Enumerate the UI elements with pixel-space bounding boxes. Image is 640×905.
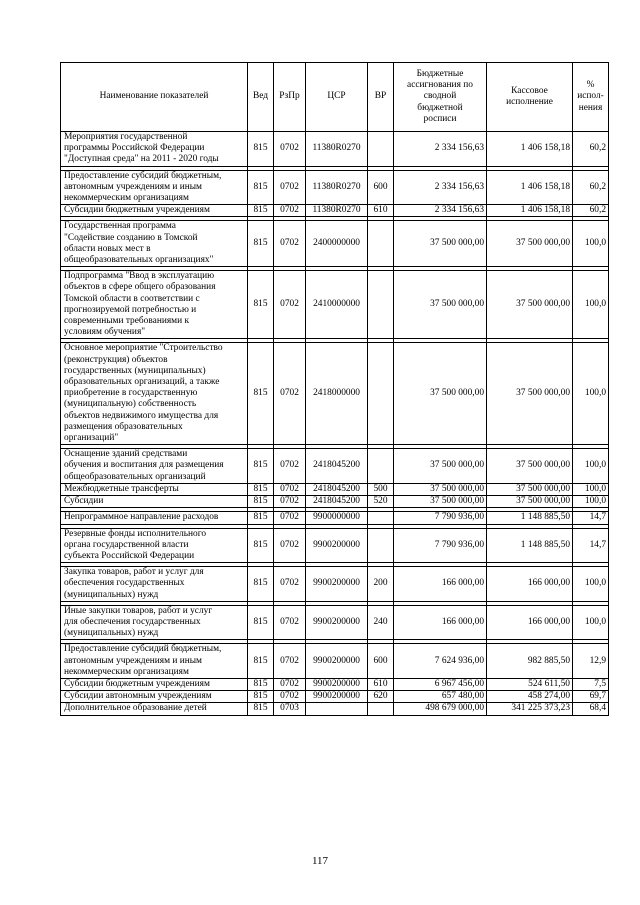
cell-name-line: (муниципальных) нужд (64, 589, 159, 600)
cell-cash: 166 000,00 (487, 605, 573, 640)
cell-name-line: Субсидии автономным учреждениям (64, 691, 212, 702)
cell-vr: 600 (368, 170, 394, 205)
cell-name-line: Дополнительное образование детей (64, 703, 207, 714)
cell-vr (368, 343, 394, 445)
cell-rzpr: 0702 (274, 205, 306, 217)
cell-name (61, 271, 248, 339)
cell-name-line: условиям обучения" (64, 327, 146, 338)
cell-csr: 9900200000 (306, 528, 368, 563)
cell-vr (368, 132, 394, 167)
cell-budget: 7 790 936,00 (394, 528, 487, 563)
cell-name-line: Иные закупки товаров, работ и услуг (64, 605, 213, 616)
cell-cash: 37 500 000,00 (487, 343, 573, 445)
cell-name (61, 449, 248, 484)
cell-name (61, 691, 248, 703)
cell-budget: 6 967 456,00 (394, 678, 487, 690)
header-cash-line: исполнение (506, 97, 553, 107)
cell-name-line: организаций" (64, 433, 119, 444)
header-budget-line: сводной (423, 91, 457, 102)
cell-name-line: Мероприятия государственной (64, 132, 188, 142)
cell-name (61, 605, 248, 640)
cell-cash: 1 148 885,50 (487, 512, 573, 524)
cell-name-line: Резервные фонды исполнительного (64, 528, 207, 539)
table-row (61, 512, 609, 524)
cell-ved: 815 (248, 170, 274, 205)
cell-name (61, 205, 248, 217)
cell-name-line: Предоставление субсидий бюджетным, (64, 644, 222, 655)
cell-ved: 815 (248, 605, 274, 640)
cell-rzpr: 0702 (274, 567, 306, 602)
cell-name-line: области новых мест в (64, 243, 151, 254)
cell-ved: 815 (248, 449, 274, 484)
cell-csr: 2418045200 (306, 496, 368, 508)
table-row (61, 605, 609, 640)
table-row (61, 343, 609, 445)
cell-budget: 7 790 936,00 (394, 512, 487, 524)
cell-name-line: Томской области в соответствии с (64, 293, 200, 304)
cell-csr: 9900200000 (306, 691, 368, 703)
cell-csr: 2418045200 (306, 483, 368, 495)
cell-name (61, 678, 248, 690)
cell-name-line: (муниципальную) собственность (64, 399, 197, 410)
cell-name (61, 496, 248, 508)
cell-name-line: "Доступная среда" на 2011 - 2020 годы (64, 154, 219, 165)
header-pct (573, 63, 609, 132)
cell-budget: 37 500 000,00 (394, 343, 487, 445)
header-name: Наименование показателей (61, 63, 248, 132)
cell-name-line: (реконструкция) объектов (64, 354, 168, 365)
cell-cash: 37 500 000,00 (487, 483, 573, 495)
cell-name (61, 703, 248, 715)
table-row (61, 567, 609, 602)
cell-rzpr: 0702 (274, 496, 306, 508)
cell-name-line: (муниципальных) нужд (64, 628, 159, 639)
cell-vr: 500 (368, 483, 394, 495)
cell-rzpr: 0702 (274, 691, 306, 703)
cell-pct: 100,0 (573, 567, 609, 602)
cell-rzpr: 0702 (274, 644, 306, 679)
table-body (61, 132, 609, 716)
cell-vr: 620 (368, 691, 394, 703)
cell-csr: 11380R0270 (306, 170, 368, 205)
cell-ved: 815 (248, 567, 274, 602)
cell-ved: 815 (248, 512, 274, 524)
cell-name-line: образовательных организаций, а также (64, 377, 220, 388)
cell-cash: 37 500 000,00 (487, 221, 573, 267)
header-budget-line: ассигнования по (407, 80, 473, 91)
cell-name-line: Субсидии бюджетным учреждениям (64, 678, 210, 689)
cell-rzpr: 0702 (274, 483, 306, 495)
cell-vr (368, 703, 394, 715)
cell-rzpr: 0703 (274, 703, 306, 715)
cell-csr: 9900200000 (306, 567, 368, 602)
header-ved: Вед (248, 63, 274, 132)
cell-ved: 815 (248, 496, 274, 508)
cell-cash: 37 500 000,00 (487, 271, 573, 339)
cell-name-line: общеобразовательных организациях" (64, 255, 214, 266)
cell-budget: 37 500 000,00 (394, 271, 487, 339)
cell-name-line: прогнозируемой потребностью и (64, 304, 197, 315)
cell-csr: 2418045200 (306, 449, 368, 484)
budget-execution-table (60, 62, 609, 716)
cell-name (61, 528, 248, 563)
table-row (61, 703, 609, 715)
cell-name-line: для обеспечения государственных (64, 616, 201, 627)
header-pct-line: нения (578, 102, 603, 113)
cell-pct: 14,7 (573, 512, 609, 524)
table-row (61, 483, 609, 495)
cell-csr (306, 703, 368, 715)
cell-budget: 37 500 000,00 (394, 221, 487, 267)
cell-vr: 610 (368, 205, 394, 217)
cell-ved: 815 (248, 691, 274, 703)
cell-name (61, 644, 248, 679)
header-cash (487, 63, 573, 132)
cell-rzpr: 0702 (274, 605, 306, 640)
cell-budget: 2 334 156,63 (394, 205, 487, 217)
table-row (61, 644, 609, 679)
cell-cash: 37 500 000,00 (487, 496, 573, 508)
header-pct-line: испол- (577, 91, 604, 102)
cell-name-line: общеобразовательных организаций (64, 471, 206, 482)
cell-pct: 100,0 (573, 496, 609, 508)
cell-pct: 60,2 (573, 205, 609, 217)
cell-name-line: Субсидии бюджетным учреждениям (64, 205, 210, 216)
cell-name-line: Предоставление субсидий бюджетным, (64, 170, 222, 181)
cell-cash: 982 885,50 (487, 644, 573, 679)
cell-ved: 815 (248, 483, 274, 495)
table-row (61, 678, 609, 690)
table-header (61, 63, 609, 132)
cell-name-line: размещения образовательных (64, 421, 183, 432)
cell-pct: 7,5 (573, 678, 609, 690)
cell-pct: 60,2 (573, 132, 609, 167)
cell-rzpr: 0702 (274, 528, 306, 563)
cell-name-line: субъекта Российской Федерации (64, 550, 195, 561)
cell-rzpr: 0702 (274, 678, 306, 690)
cell-pct: 12,9 (573, 644, 609, 679)
cell-pct: 100,0 (573, 483, 609, 495)
table-row (61, 496, 609, 508)
cell-pct: 100,0 (573, 221, 609, 267)
header-budget-line: росписи (423, 113, 457, 124)
cell-pct: 69,7 (573, 691, 609, 703)
cell-name (61, 567, 248, 602)
cell-cash: 341 225 373,23 (487, 703, 573, 715)
cell-csr: 9900200000 (306, 605, 368, 640)
cell-rzpr: 0702 (274, 170, 306, 205)
cell-pct: 100,0 (573, 449, 609, 484)
cell-name-line: автономным учреждениям и иным (64, 655, 202, 666)
table-row (61, 205, 609, 217)
cell-pct: 100,0 (573, 271, 609, 339)
cell-csr: 2418000000 (306, 343, 368, 445)
cell-vr: 600 (368, 644, 394, 679)
header-budget-line: бюджетной (417, 102, 463, 113)
cell-rzpr: 0702 (274, 512, 306, 524)
cell-name-line: программы Российской Федерации (64, 143, 205, 154)
cell-name-line: государственных (муниципальных) (64, 365, 206, 376)
cell-name-line: Государственная программа (64, 221, 176, 232)
cell-budget: 498 679 000,00 (394, 703, 487, 715)
cell-rzpr: 0702 (274, 221, 306, 267)
cell-vr (368, 221, 394, 267)
cell-ved: 815 (248, 132, 274, 167)
cell-name (61, 132, 248, 167)
cell-csr: 2400000000 (306, 221, 368, 267)
header-vr: ВР (368, 63, 394, 132)
header-rzpr: РзПр (274, 63, 306, 132)
cell-vr (368, 271, 394, 339)
cell-vr (368, 449, 394, 484)
cell-vr: 520 (368, 496, 394, 508)
cell-pct: 60,2 (573, 170, 609, 205)
cell-cash: 524 611,50 (487, 678, 573, 690)
cell-name-line: современными требованиями к (64, 316, 190, 327)
cell-budget: 166 000,00 (394, 567, 487, 602)
cell-name-line: "Содействие созданию в Томской (64, 232, 198, 243)
cell-cash: 166 000,00 (487, 567, 573, 602)
page-number: 117 (311, 855, 329, 867)
cell-budget: 37 500 000,00 (394, 496, 487, 508)
header-cash-line: Кассовое (511, 85, 548, 96)
cell-cash: 1 406 158,18 (487, 205, 573, 217)
table-row (61, 132, 609, 167)
cell-name-line: Оснащение зданий средствами (64, 449, 188, 460)
cell-vr (368, 528, 394, 563)
table-row (61, 271, 609, 339)
cell-rzpr: 0702 (274, 271, 306, 339)
cell-name (61, 170, 248, 205)
cell-budget: 2 334 156,63 (394, 170, 487, 205)
header-row (61, 63, 609, 132)
cell-ved: 815 (248, 703, 274, 715)
cell-pct: 14,7 (573, 528, 609, 563)
cell-cash: 37 500 000,00 (487, 449, 573, 484)
cell-budget: 166 000,00 (394, 605, 487, 640)
cell-name-line: Подпрограмма "Ввод в эксплуатацию (64, 271, 215, 282)
cell-name-line: объектов в сфере общего образования (64, 282, 216, 293)
table-row (61, 691, 609, 703)
table-row (61, 528, 609, 563)
cell-csr: 11380R0270 (306, 132, 368, 167)
cell-name-line: Основное мероприятие "Строительство (64, 343, 223, 354)
cell-cash: 458 274,00 (487, 691, 573, 703)
cell-vr (368, 512, 394, 524)
header-budget (394, 63, 487, 132)
cell-csr: 9900000000 (306, 512, 368, 524)
cell-name-line: Закупка товаров, работ и услуг для (64, 567, 204, 578)
cell-name-line: приобретение в государственную (64, 388, 198, 399)
header-budget-line: Бюджетные (416, 68, 464, 79)
cell-rzpr: 0702 (274, 343, 306, 445)
cell-ved: 815 (248, 528, 274, 563)
cell-ved: 815 (248, 678, 274, 690)
cell-pct: 100,0 (573, 343, 609, 445)
cell-cash: 1 406 158,18 (487, 132, 573, 167)
cell-name-line: Межбюджетные трансферты (64, 483, 179, 494)
cell-csr: 11380R0270 (306, 205, 368, 217)
header-pct-line: % (586, 80, 595, 91)
header-csr: ЦСР (306, 63, 368, 132)
table-row (61, 221, 609, 267)
cell-name (61, 483, 248, 495)
cell-rzpr: 0702 (274, 132, 306, 167)
cell-name-line: Непрограммное направление расходов (64, 512, 219, 523)
cell-name (61, 221, 248, 267)
cell-vr: 610 (368, 678, 394, 690)
cell-name-line: некоммерческим организациям (64, 193, 189, 204)
table-row (61, 449, 609, 484)
cell-name-line: объектов недвижимого имущества для (64, 410, 219, 421)
cell-budget: 2 334 156,63 (394, 132, 487, 167)
cell-name-line: обучения и воспитания для размещения (64, 460, 224, 471)
cell-budget: 37 500 000,00 (394, 483, 487, 495)
cell-ved: 815 (248, 205, 274, 217)
cell-name (61, 343, 248, 445)
cell-cash: 1 406 158,18 (487, 170, 573, 205)
cell-ved: 815 (248, 644, 274, 679)
cell-pct: 100,0 (573, 605, 609, 640)
cell-rzpr: 0702 (274, 449, 306, 484)
cell-name-line: автономным учреждениям и иным (64, 181, 202, 192)
table-row (61, 170, 609, 205)
cell-ved: 815 (248, 271, 274, 339)
cell-ved: 815 (248, 221, 274, 267)
cell-budget: 37 500 000,00 (394, 449, 487, 484)
cell-csr: 9900200000 (306, 678, 368, 690)
cell-name-line: некоммерческим организациям (64, 666, 189, 677)
cell-csr: 2410000000 (306, 271, 368, 339)
cell-ved: 815 (248, 343, 274, 445)
cell-budget: 657 480,00 (394, 691, 487, 703)
cell-budget: 7 624 936,00 (394, 644, 487, 679)
cell-vr: 200 (368, 567, 394, 602)
cell-name-line: органа государственной власти (64, 539, 189, 550)
cell-pct: 68,4 (573, 703, 609, 715)
cell-csr: 9900200000 (306, 644, 368, 679)
cell-name (61, 512, 248, 524)
cell-vr: 240 (368, 605, 394, 640)
cell-cash: 1 148 885,50 (487, 528, 573, 563)
cell-name-line: Субсидии (64, 496, 104, 507)
cell-name-line: обеспечения государственных (64, 578, 185, 589)
